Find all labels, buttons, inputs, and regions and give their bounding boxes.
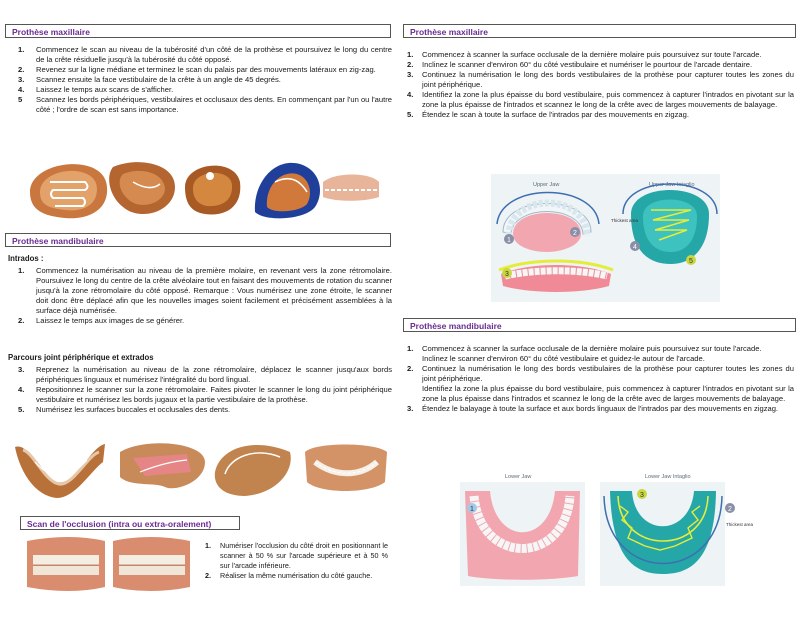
svg-text:1: 1 (507, 237, 511, 244)
mand-denture-photo-1 (15, 444, 105, 498)
svg-text:2: 2 (728, 506, 732, 513)
svg-text:Lower Jaw: Lower Jaw (505, 474, 532, 480)
svg-text:4: 4 (633, 244, 637, 251)
list-item: 3. Reprenez la numérisation au niveau de la zone rétromolaire, déplacez le scanner jusqu'aux bords périphériques linguaux et numérisez l'intégralité du bord lingual. (18, 365, 392, 384)
list-item: 2. Revenez sur la ligne médiane et terminez le scan du palais par des mouvements latéraux en zig-zag. (18, 65, 376, 74)
mand-denture-photo-2 (120, 443, 205, 488)
list-item: 5. Étendez le scan à toute la surface de l'intrados par des mouvements en zigzag. (407, 110, 689, 119)
svg-text:5: 5 (689, 258, 693, 265)
svg-text:2: 2 (573, 230, 577, 237)
mand-scan-photos (15, 432, 390, 500)
list-item: 3. Continuez la numérisation le long des bords vestibulaires de la prothèse pour capturer toutes les zones du joint périphérique. (407, 70, 794, 89)
list-item: 1. Commencez à scanner la surface occlusale de la dernière molaire puis poursuivez sur toute l'arcade. (407, 50, 762, 59)
right-max-steps (404, 50, 794, 120)
list-item: 4. Identifiez la zone la plus épaisse du bord vestibulaire, puis commencez à capturer l'intrados en pivotant sur la zone la plus épaisse de l'intrados et scannez le long de la crête avec de larges mouvements de balayage. (407, 90, 794, 109)
left-mand-header: Prothèse mandibulaire (5, 233, 391, 247)
right-max-header: Prothèse maxillaire (403, 24, 796, 38)
occlusion-header: Scan de l'occlusion (intra ou extra-oralement) (20, 516, 240, 530)
svg-text:Lower Jaw Intaglio: Lower Jaw Intaglio (645, 474, 691, 480)
occlusion-photos (25, 533, 195, 595)
left-max-header: Prothèse maxillaire (5, 24, 391, 38)
occlusion-photo-2 (113, 537, 190, 591)
list-item: 4. Repositionnez le scanner sur la zone rétromolaire. Faites pivoter le scanner le long du joint périphérique vestibulaire et numérisez les bords jugaux et la partie vestibulaire de la prothèse. (18, 385, 392, 404)
mand-denture-photo-3 (215, 445, 291, 496)
max-denture-photo-4 (255, 163, 320, 219)
list-item: 5. Numérisez les surfaces buccales et occlusales des dents. (18, 405, 231, 414)
lower-jaw-diagram (460, 466, 760, 586)
intrados-title: Intrados : (8, 254, 44, 263)
upper-jaw-svg (491, 174, 720, 302)
occlusion-steps (202, 541, 388, 581)
max-denture-photo-5 (323, 175, 379, 201)
svg-text:1: 1 (470, 506, 474, 513)
list-item: 2. Continuez la numérisation le long des bords vestibulaires de la prothèse pour capturer toutes les zones du joint périphérique. Identifiez la zone la plus épaisse du bord vestibulaire, puis commencez à capturer l'intrados en pivotant sur la zone la plus épaisse dans l'intrados et scannez le long de la crête avec de larges mouvements de balayage. (407, 364, 794, 403)
mand-denture-photo-4 (305, 445, 387, 492)
list-item: 1. Numériser l'occlusion du côté droit en positionnant le scanner à 50 % sur l'arcade supérieure et à 50 % sur l'arcade inférieure. (205, 541, 388, 570)
list-item: 1. Commencez le scan au niveau de la tubérosité d'un côté de la prothèse et poursuivez le long du centre de la crête résiduelle jusqu'à la tubérosité du côté opposé. (18, 45, 392, 64)
max-scan-photos (25, 152, 380, 224)
right-mand-steps (404, 344, 794, 414)
svg-text:Upper Jaw Intaglio: Upper Jaw Intaglio (649, 182, 695, 188)
list-item: 2. Laissez le temps aux images de se générer. (18, 316, 185, 325)
list-item: 5 Scannez les bords périphériques, vestibulaires et occlusaux des dents. En commençant par l'un ou l'autre côté ; l'ordre de scan est sans importance. (18, 95, 392, 114)
list-item: 4. Laissez le temps aux scans de s'afficher. (18, 85, 174, 94)
left-max-steps (8, 45, 392, 115)
list-item: 1. Commencez à scanner la surface occlusale de la dernière molaire puis poursuivez sur toute l'arcade. Inclinez le scanner d'environ 60° du côté vestibulaire et guidez-le autour de l'arcade. (407, 344, 762, 363)
svg-text:3: 3 (505, 271, 509, 278)
right-mand-header: Prothèse mandibulaire (403, 318, 796, 332)
svg-text:Thickest area: Thickest area (726, 522, 754, 527)
occlusion-photo-1 (27, 537, 105, 591)
list-item: 1. Commencez la numérisation au niveau de la première molaire, en revenant vers la zone rétromolaire. Poursuivez le long du centre de la crête alvéolaire tout en faisant des mouvements de rotation du scanner jusqu'à la zone rétromolaire du côté opposé. Remarque : Vous numérisez une zone étroite, le scanner doit donc être déplacé afin que les nouvelles images soient facilement et précisément assemblées à la surface déjà numérisée. (18, 266, 392, 315)
svg-text:3: 3 (640, 492, 644, 499)
max-denture-photo-1 (30, 164, 107, 218)
parcours-steps (8, 365, 392, 415)
max-denture-photo-2 (109, 162, 175, 214)
svg-text:Thickest area: Thickest area (611, 218, 639, 223)
list-item: 2. Inclinez le scanner d'environ 60° du côté vestibulaire et numériser le pourtour de l'arcade dentaire. (407, 60, 753, 69)
list-item: 3. Étendez le balayage à toute la surface et aux bords linguaux de l'intrados par des mouvements en zigzag. (407, 404, 779, 413)
lower-jaw-svg (460, 466, 760, 586)
svg-text:Upper Jaw: Upper Jaw (533, 182, 560, 188)
parcours-title: Parcours joint périphérique et extrados (8, 353, 154, 362)
list-item: 2. Réaliser la même numérisation du côté gauche. (205, 571, 373, 580)
list-item: 3. Scannez ensuite la face vestibulaire de la crête à un angle de 45 degrés. (18, 75, 281, 84)
intrados-steps (8, 266, 392, 326)
max-denture-photo-3 (185, 166, 240, 215)
upper-jaw-diagram (491, 174, 720, 302)
